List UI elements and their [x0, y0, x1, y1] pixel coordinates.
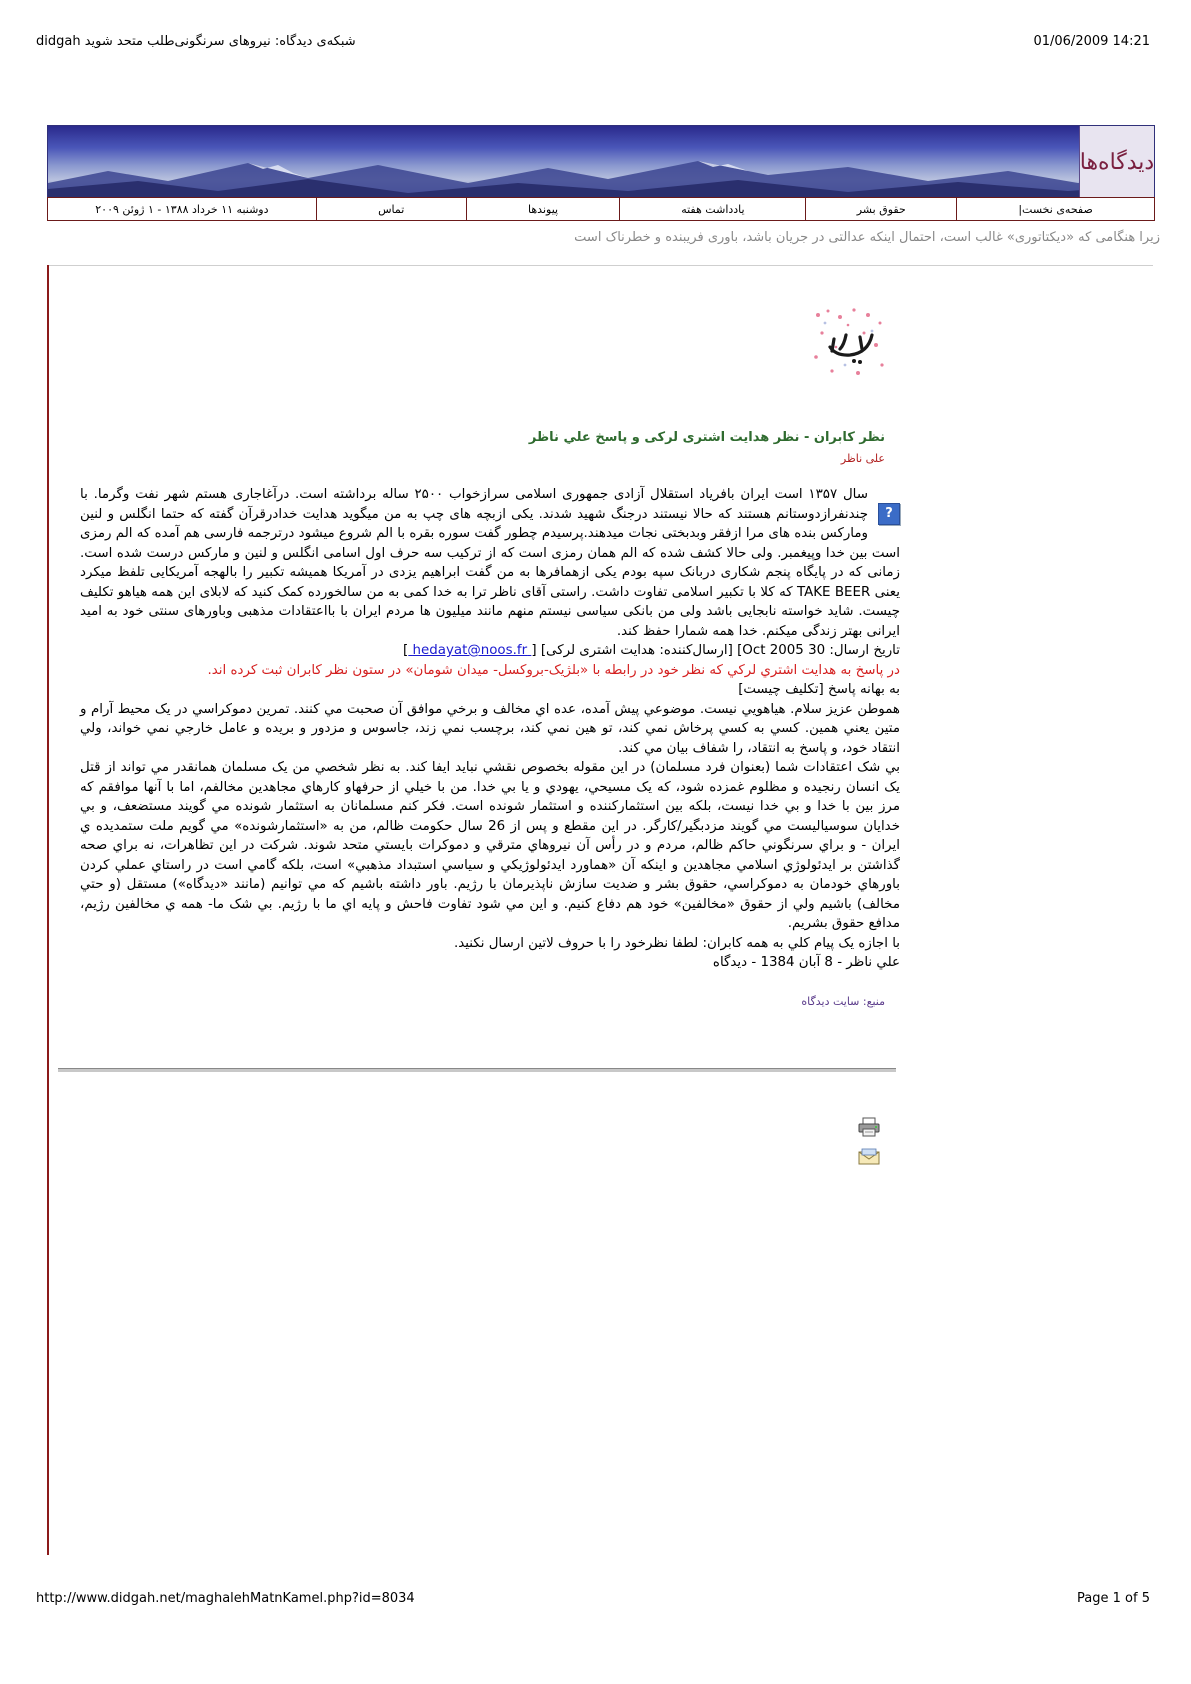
nav-item-human-rights[interactable]: حقوق بشر [805, 198, 956, 220]
print-header [36, 34, 1150, 54]
article-body [80, 485, 900, 973]
source-link[interactable]: منبع: سایت دیدگاه [801, 995, 885, 1008]
divider [58, 1068, 896, 1072]
main-navbar [47, 197, 1155, 221]
site-banner [47, 125, 1155, 199]
print-footer-page-number: Page 1 of 5 [1077, 1591, 1150, 1606]
nav-item-links[interactable]: پیوندها [466, 198, 620, 220]
article-title: نظر کابران - نظر هدایت اشتری لرکی و پاسخ علي ناظر [528, 430, 885, 445]
content-left-border [47, 265, 49, 1555]
printer-icon[interactable] [858, 1117, 880, 1137]
print-page-title: شبکه‌ی دیدگاه: نیروهای سرنگونی‌طلب متحد شوید didgah [36, 34, 356, 49]
reply-notice: در پاسخ به هدايت اشتري لرکي که نظر خود در رابطه با «بلژيک-بروکسل- ميدان شومان» در ستون نظر کابران ثبت کرده اند. [207, 662, 900, 678]
sender-email-link[interactable]: hedayat@noos.fr [408, 643, 532, 658]
nav-date: دوشنبه ۱۱ خرداد ۱۳۸۸ - ۱ ژوئن ۲۰۰۹ [95, 202, 269, 216]
nav-item-home[interactable]: صفحه‌ی نخست| [956, 198, 1154, 220]
reply-paragraph: با اجازه يک پيام کلي به همه کابران: لطفا نظرخود را با حروف لاتين ارسال نکنيد. [453, 935, 900, 951]
nav-item-weekly-note[interactable]: یادداشت هفته [619, 198, 805, 220]
article-meta-close: ] [403, 643, 409, 658]
print-datetime: 01/06/2009 14:21 [1033, 34, 1150, 49]
article-paragraph: سال ۱۳۵۷ است ایران بافریاد استقلال آزادی جمهوری اسلامی سرازخواب ۲۵۰۰ ساله برداشته است. درآغاجاری هستم شهر نفت وگرما. با چندنفرازدوستانم هستند که حالا نیستند درجنگ شهید شدند. یکی ازبچه های چپ به من میگوید هدایت خدادرقرآن گفته که حتما انگلس و لنین ومارکس بنده های مرا ازفقر وبدبختی نجات میدهند.پرسیدم چطور گفت سوره بقره با الم شروع میشود درترجمه فارسی هم آمده که الم رمزی است بین خدا وپیغمبر. ولی حالا کشف شده که الم همان رمزی است که از ترکیب سه حرف اول اسامی انگلس و لنین و مارکس درست شده است. زمانی که در پایگاه پنجم شکاری دربانک سپه بودم یکی ازهمافرها به من گفت ابراهیم یزدی در آمریکا همیشه تکبیر را بالهجه آمریکایی تلفظ میکرد یعنی TAKE BEER که کلا با تکبیر اسلامی تفاوت داشت. راستی آقای ناظر ترا به خدا کمی به من سالخورده کمک کنید که لابلای این همه هیاهو تکلیف چیست. شاید خواسته نابجایی باشد ولی من بانکی سیاسی نیستم منهم مانند میلیون ها مردم ایران با بااعتقادات مذهبی وباورهای سنتی خود به امید ایرانی بهتر زندگی میکنم. خدا همه شمارا حفظ کند. [80, 487, 900, 639]
reply-paragraph: هموطن عزيز سلام. هياهويي نيست. موضوعي پيش آمده، عده اي مخالف و برخي موافق آن صحبت مي کنند. تمرين دموکراسي در يک محيط آرام و متين يعني همين. کسي به کسي پرخاش نمي کند، تو هين نمي کند، برچسب نمي زند، جاسوس و مزدور و بريده و عامل خارجي نمي خواند، ولي انتقاد خود، و پاسخ به انتقاد، را شفاف بيان مي کند. [80, 701, 900, 756]
print-footer-url: http://www.didgah.net/maghalehMatnKamel.php?id=8034 [36, 1591, 415, 1606]
site-logo-image [810, 305, 890, 380]
site-logo [810, 305, 890, 380]
divider [47, 265, 1153, 266]
reply-signature: علي ناظر - 8 آبان 1384 - ديدگاه [712, 955, 900, 970]
reply-heading: به بهانه پاسخ [تکليف چيست] [738, 682, 900, 697]
reply-paragraph: بي شک اعتقادات شما (بعنوان فرد مسلمان) در اين مقوله بخصوص نقشي نبايد ايفا کند. به نظر شخصي من يک مسلمان همانقدر مي تواند از قتل يک انسان رنجيده و مظلوم غمزده شود، که يک مسيحي، يهودي و يا بي خدا. من با خيلي از حرفهاو کارهاي مجاهدين مخالفم، اما با آنها موافقم که مرز بين با خدا و بي خدا نيست، بلکه بين استثمارکننده و استثمار شونده است. فکر کنم مسلمانان به استثمار شونده مي گويند مستضعف، و بي خدايان سوسياليست مي گويند مزدبگير/کارگر. در اين مقطع و پس از 26 سال حکومت ظالم، من به «استثمارشونده» مي گويم ملت ستمديده ي ايران - و براي سرنگوني حاکم ظالم، مردم و در رأس آن نيروهاي مترقي و دموکرات بايستي متحد شوند. شرکت در اين تظاهرات، نه براي صحه گذاشتن بر ايدئولوژي اسلامي مجاهدين و اينکه آن «هماورد ايدئولوژيکي و سياسي استبداد مذهبي» است، بلکه گامي است در راستاي عملي کردن باورهاي خودمان به دموکراسي، حقوق بشر و ضديت سازش ناپذيرمان با رژيم. باور داشته باشيم که مي توانيم (مانند «ديدگاه») مستقل (و حتي مخالف) باشيم ولي از حقوق «مخالفين» خود هم دفاع کنيم. و اين مي شود تفاوت فاحش و پايه اي ما با رژيم. بي شک ما- همه ي مخالفين رژيم، مدافع حقوق بشريم. [80, 760, 900, 931]
email-icon[interactable] [858, 1147, 880, 1167]
help-icon[interactable]: ? [878, 503, 900, 525]
banner-logo[interactable]: دیدگاه‌ها [1079, 126, 1154, 198]
article-meta [80, 641, 900, 661]
mountains-image [48, 153, 1154, 198]
header-quote: زیرا هنگامی که «دیکتاتوری» غالب است، احتمال اینکه عدالتی در جریان باشد، باوری فریبنده و خطرناک است [574, 230, 1160, 245]
article-author: علی ناظر [840, 452, 885, 465]
article-meta-date-sender: تاریخ ارسال: 30 Oct 2005] [ارسال‌کننده: هدایت اشتری لرکی] [ [531, 643, 900, 658]
nav-item-contact[interactable]: تماس [316, 198, 466, 220]
